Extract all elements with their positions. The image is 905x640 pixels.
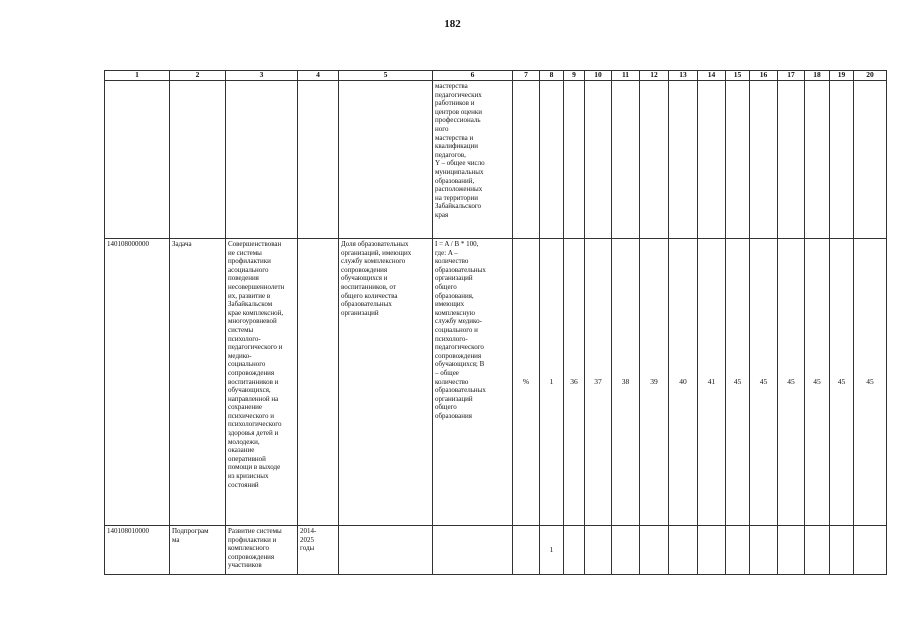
subprogram-row (105, 526, 887, 575)
indicators-table (104, 70, 887, 575)
header-cell: 15 (726, 71, 750, 81)
header-cell: 11 (612, 71, 640, 81)
header-cell: 14 (698, 71, 726, 81)
header-cell: 20 (854, 71, 887, 81)
header-cell: 8 (540, 71, 564, 81)
header-cell: 18 (805, 71, 830, 81)
task-indicator: Доля образовательных организаций, имеющих службу комплексного сопровождения обучающихся и воспитанников, от общего количества образовательных организаций (341, 240, 412, 317)
task-type: Задача (172, 240, 192, 248)
code-cell (105, 239, 170, 526)
header-cell: 12 (640, 71, 669, 81)
continuation-row (105, 81, 887, 239)
value-cell: 39 (640, 239, 669, 526)
formula-text: мастерства педагогических работников и центров оценки профессиональ ного мастерства и квалификации педагогов, Y – общее число муниципальных образований, расположенных на территории Забайкальского края (435, 82, 485, 219)
header-cell: 1 (105, 71, 170, 81)
header-cell: 13 (669, 71, 698, 81)
value-cell: 45 (830, 239, 854, 526)
value-cell: 37 (585, 239, 612, 526)
header-row (105, 71, 887, 81)
value-cell: 45 (778, 239, 805, 526)
header-cell: 7 (513, 71, 540, 81)
subprogram-period: 2014- 2025 годы (300, 527, 317, 553)
header-cell: 2 (170, 71, 226, 81)
value-cell: 38 (612, 239, 640, 526)
subprogram-code: 140108010000 (107, 527, 149, 535)
header-cell: 4 (298, 71, 339, 81)
value-cell: 45 (726, 239, 750, 526)
indicator-cell (339, 239, 433, 526)
header-cell: 6 (433, 71, 513, 81)
task-formula: I = A / B * 100, где: A – количество образовательных организаций общего образования, имеющих комплексную службу медико- социального и психолого- педагогического сопровождения обучающихся; B – общее количество образовательных организаций общего образования (435, 240, 486, 420)
period-cell (298, 239, 339, 526)
period-cell (298, 526, 339, 575)
task-name: Совершенствован ие системы профилактики асоциального поведения несовершеннолетн их, развитие в Забайкальском крае комплексной, многоуровневой системы психолого- педагогического и медико- социального сопровождения воспитанников и обучающихся, направленной на сохранение психического и психологического здоровья детей и молодежи, оказание оперативной помощи в выходе из кризисных состояний (228, 240, 285, 489)
header-cell: 5 (339, 71, 433, 81)
value-cell: 45 (805, 239, 830, 526)
header-cell: 19 (830, 71, 854, 81)
col8-cell: 1 (540, 239, 564, 526)
task-row (105, 239, 887, 526)
subprogram-name: Развитие системы профилактики и комплексного сопровождения участников (228, 527, 282, 570)
formula-cell (433, 239, 513, 526)
type-cell (170, 239, 226, 526)
value-cell: 40 (669, 239, 698, 526)
header-cell: 10 (585, 71, 612, 81)
col8-cell: 1 (540, 526, 564, 575)
name-cell (226, 239, 298, 526)
header-cell: 9 (564, 71, 585, 81)
page-number: 182 (444, 18, 461, 30)
task-code: 140108000000 (107, 240, 149, 248)
subprogram-type: Подпрограм ма (172, 527, 209, 544)
name-cell (226, 526, 298, 575)
header-cell: 16 (750, 71, 778, 81)
code-cell (105, 526, 170, 575)
formula-cell (433, 81, 513, 239)
unit-cell: % (513, 239, 540, 526)
value-cell: 45 (854, 239, 887, 526)
value-cell: 41 (698, 239, 726, 526)
value-cell: 45 (750, 239, 778, 526)
value-cell: 36 (564, 239, 585, 526)
header-cell: 3 (226, 71, 298, 81)
type-cell (170, 526, 226, 575)
header-cell: 17 (778, 71, 805, 81)
